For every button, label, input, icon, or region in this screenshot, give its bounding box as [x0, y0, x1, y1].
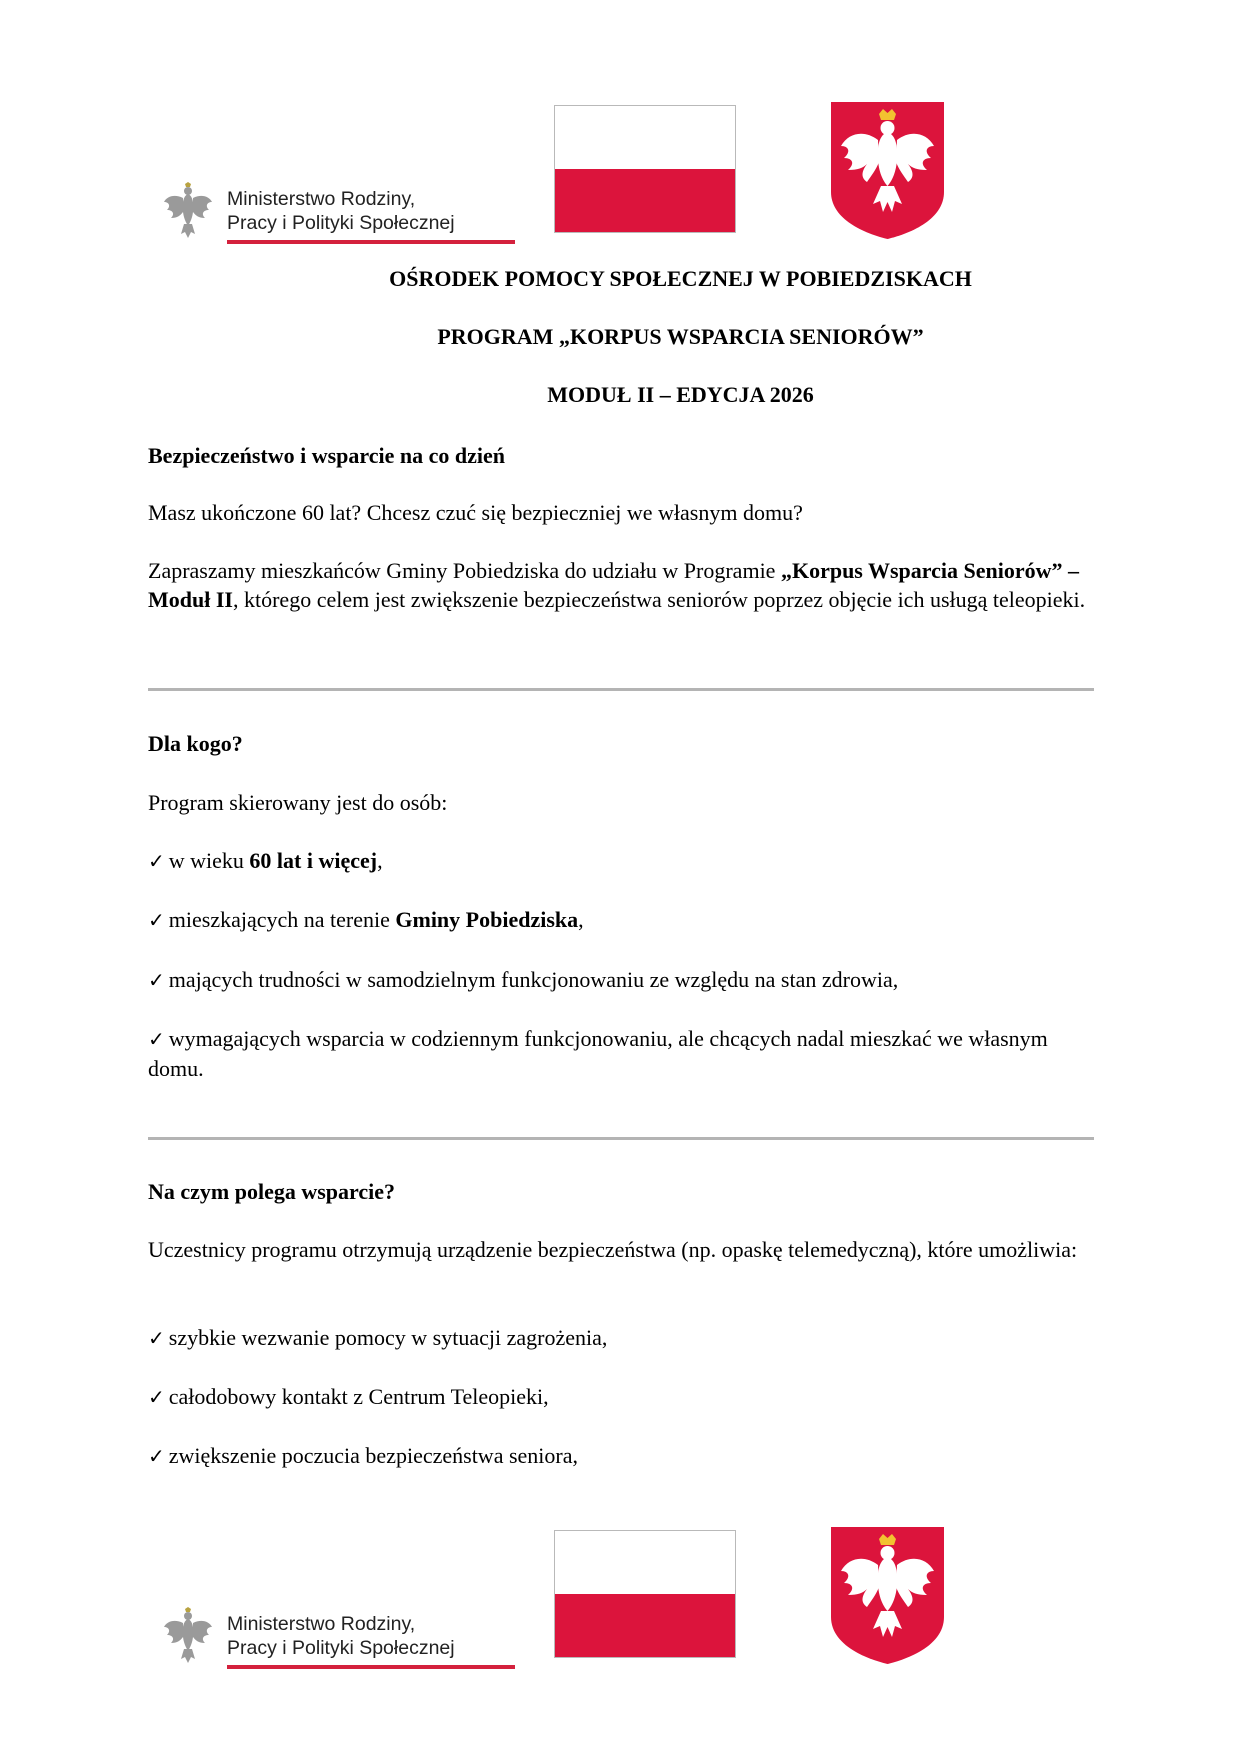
poland-flag — [554, 1530, 736, 1658]
org-title: OŚRODEK POMOCY SPOŁECZNEJ W POBIEDZISKACH — [389, 266, 972, 291]
for-whom-heading: Dla kogo? — [148, 731, 243, 756]
ministry-underline — [227, 1665, 515, 1669]
divider — [148, 688, 1094, 691]
ministry-name — [227, 187, 455, 235]
header-logos — [0, 100, 1240, 240]
ministry-name — [227, 1612, 455, 1660]
check-icon: ✓ — [148, 1444, 165, 1468]
list-item: ✓ w wieku 60 lat i więcej, — [148, 848, 383, 873]
eagle-icon — [163, 1607, 213, 1665]
program-title: PROGRAM „KORPUS WSPARCIA SENIORÓW” — [437, 324, 924, 349]
intro-heading: Bezpieczeństwo i wsparcie na co dzień — [148, 443, 506, 468]
check-icon: ✓ — [148, 968, 165, 992]
check-icon: ✓ — [148, 908, 165, 932]
footer-logos — [0, 1525, 1240, 1665]
ministry-logo — [163, 1607, 463, 1657]
poland-flag — [554, 105, 736, 233]
support-heading: Na czym polega wsparcie? — [148, 1179, 396, 1204]
eagle-icon — [163, 182, 213, 240]
ministry-name-line2: Pracy i Polityki Społecznej — [227, 1637, 455, 1659]
module-title: MODUŁ II – EDYCJA 2026 — [547, 382, 814, 407]
support-lead: Uczestnicy programu otrzymują urządzenie bezpieczeństwa (np. opaskę telemedyczną), które umożliwia: — [148, 1237, 1078, 1262]
list-item: ✓ szybkie wezwanie pomocy w sytuacji zagrożenia, — [148, 1325, 608, 1350]
for-whom-lead: Program skierowany jest do osób: — [148, 790, 448, 815]
coat-of-arms-icon — [831, 102, 944, 239]
list-item: ✓ zwiększenie poczucia bezpieczeństwa seniora, — [148, 1443, 578, 1468]
intro-invitation: Zapraszamy mieszkańców Gminy Pobiedziska do udziału w Programie „Korpus Wsparcia Seniorów” – Moduł II, którego celem jest zwiększenie bezpieczeństwa seniorów poprzez objęcie ich usługą teleopieki. — [148, 558, 1086, 612]
ministry-logo — [163, 182, 463, 232]
list-item: ✓ mieszkających na terenie Gminy Pobiedziska, — [148, 907, 584, 932]
check-icon: ✓ — [148, 849, 165, 873]
check-icon: ✓ — [148, 1385, 165, 1409]
list-item: ✓ całodobowy kontakt z Centrum Teleopieki, — [148, 1384, 549, 1409]
ministry-name-line1: Ministerstwo Rodziny, — [227, 1613, 416, 1635]
ministry-name-line2: Pracy i Polityki Społecznej — [227, 212, 455, 234]
list-item: ✓ wymagających wsparcia w codziennym funkcjonowaniu, ale chcących nadal mieszkać we własnym domu. — [148, 1026, 1048, 1081]
divider — [148, 1137, 1094, 1140]
intro-question: Masz ukończone 60 lat? Chcesz czuć się bezpieczniej we własnym domu? — [148, 500, 803, 525]
check-icon: ✓ — [148, 1326, 165, 1350]
check-icon: ✓ — [148, 1027, 165, 1051]
ministry-name-line1: Ministerstwo Rodziny, — [227, 188, 416, 210]
list-item: ✓ mających trudności w samodzielnym funkcjonowaniu ze względu na stan zdrowia, — [148, 967, 899, 992]
ministry-underline — [227, 240, 515, 244]
coat-of-arms-icon — [831, 1527, 944, 1664]
